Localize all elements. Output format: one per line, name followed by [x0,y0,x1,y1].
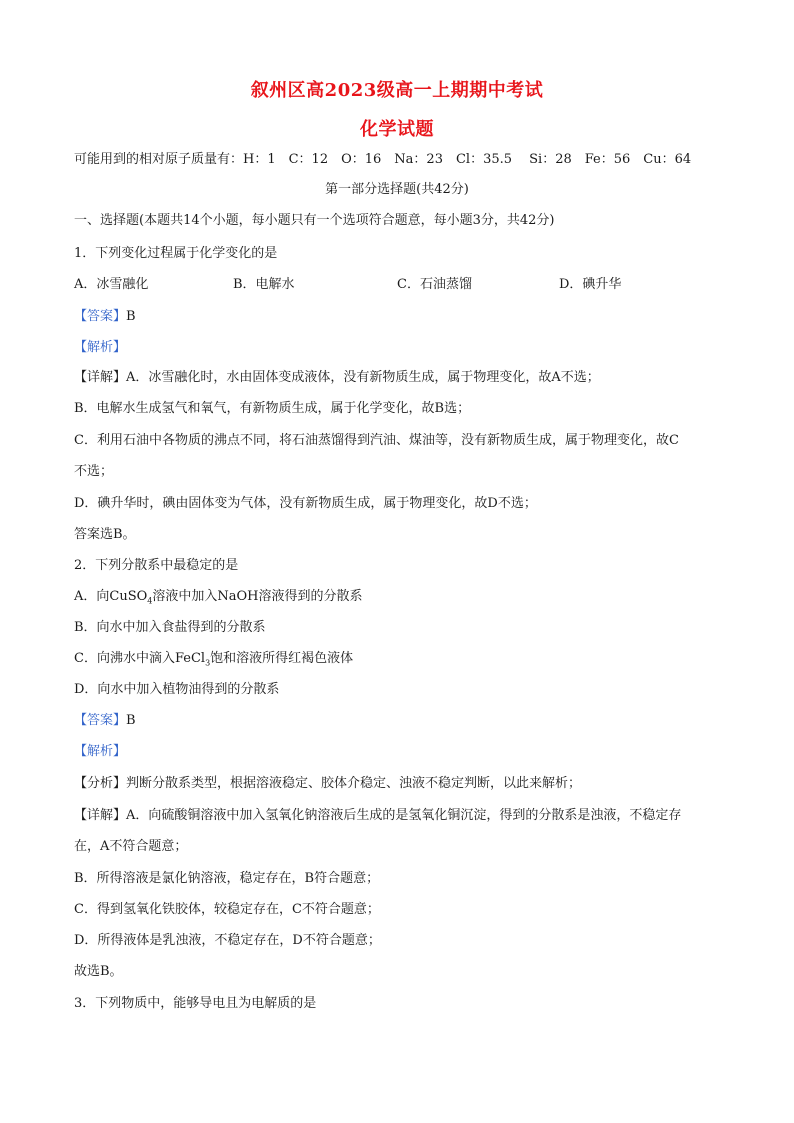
q1-answer [74,308,720,326]
q1-analysis-tag [74,339,720,357]
q2-option-c-post: 饱和溶液所得红褐色液体 [210,651,354,666]
q1-detail-d: D．碘升华时，碘由固体变为气体，没有新物质生成，属于物理变化，故D不选； [74,496,537,511]
fenxi-tag: 【分析】 [74,776,127,791]
q1-detail-a [74,369,720,387]
q1-detail-a-text: A．冰雪融化时，水由固体变成液体，没有新物质生成，属于物理变化，故A不选； [126,370,600,385]
q2-detail-c: C．得到氢氧化铁胶体，较稳定存在，C不符合题意； [74,902,380,917]
q2-option-b: B．向水中加入食盐得到的分散系 [74,620,266,635]
q3-stem: 3．下列物质中，能够导电且为电解质的是 [74,996,317,1011]
q1-detail-b: B．电解水生成氢气和氧气，有新物质生成，属于化学变化，故B选； [74,401,471,416]
section1-heading: 一、选择题(本题共14个小题，每小题只有一个选项符合题意，每小题3分，共42分) [74,213,555,228]
q2-conclusion: 故选B。 [74,964,123,979]
q2-option-d: D．向水中加入植物油得到的分散系 [74,682,280,697]
q2-stem: 2．下列分散系中最稳定的是 [74,558,239,573]
analysis-tag: 【解析】 [74,340,127,355]
q2-answer-value: B [126,713,136,728]
q1-answer-value: B [126,309,136,324]
q1-conclusion: 答案选B。 [74,527,136,542]
exam-title: 叙州区高2023级高一上期期中考试 [250,80,544,101]
q1-option-d: D．碘升华 [559,277,622,292]
q2-option-a-pre: A．向CuSO [74,589,148,604]
q2-detail-a2: 在，A不符合题意； [74,839,188,854]
q2-answer [74,712,720,730]
q2-detail-a1 [74,807,720,825]
answer-tag: 【答案】 [74,309,127,324]
q2-option-c-sub: 3 [205,658,211,668]
q2-fenxi [74,775,720,793]
q2-option-a-sub: 4 [147,596,153,606]
q2-analysis-tag [74,743,720,761]
q1-option-b: B．电解水 [233,277,295,292]
analysis-tag: 【解析】 [74,744,127,759]
exam-subtitle: 化学试题 [360,119,434,140]
q2-detail-d: D．所得液体是乳浊液，不稳定存在，D不符合题意； [74,933,381,948]
q1-option-a: A．冰雪融化 [74,277,149,292]
part1-heading: 第一部分选择题(共42分) [325,182,469,197]
q2-fenxi-text: 判断分散系类型，根据溶液稳定、胶体介稳定、浊液不稳定判断，以此来解析； [126,776,582,791]
q2-option-a-post: 溶液中加入NaOH溶液得到的分散系 [152,589,363,604]
answer-tag: 【答案】 [74,713,127,728]
atomic-masses: 可能用到的相对原子质量有：H：1 C：12 O：16 Na：23 Cl：35.5 Si：28 Fe：56 Cu：64 [74,152,692,167]
q2-option-a [74,588,720,606]
q2-option-c [74,650,720,668]
q2-detail-a1-text: A．向硫酸铜溶液中加入氢氧化钠溶液后生成的是氢氧化铜沉淀，得到的分散系是浊液，不稳定存 [126,808,682,823]
q1-stem: 1．下列变化过程属于化学变化的是 [74,246,278,261]
detail-tag: 【详解】 [74,370,127,385]
q1-detail-c2: 不选； [74,464,114,479]
q1-option-c: C．石油蒸馏 [397,277,472,292]
q2-option-c-pre: C．向沸水中滴入FeCl [74,651,206,666]
q2-detail-b: B．所得溶液是氯化钠溶液，稳定存在，B符合题意； [74,871,380,886]
detail-tag: 【详解】 [74,808,127,823]
q1-detail-c1: C．利用石油中各物质的沸点不同，将石油蒸馏得到汽油、煤油等，没有新物质生成，属于物理变化，故C [74,433,679,448]
